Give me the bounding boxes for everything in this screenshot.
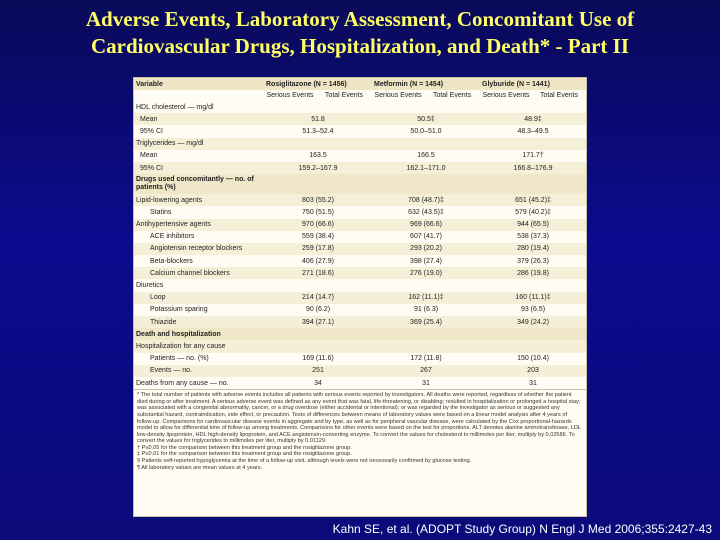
cell-metformin: 50.5‡ bbox=[372, 113, 480, 125]
cell-metformin: 632 (43.5)‡ bbox=[372, 206, 480, 218]
table-row bbox=[134, 219, 586, 231]
cell-metformin: 607 (41.7) bbox=[372, 231, 480, 243]
cell-glyburide: 166.8–176.9 bbox=[480, 162, 586, 174]
table-subheader-row bbox=[134, 90, 586, 101]
row-label: Deaths from any cause — no. bbox=[134, 377, 264, 389]
row-label: HDL cholesterol — mg/dl bbox=[134, 101, 264, 113]
row-label: Death and hospitalization bbox=[134, 328, 264, 340]
table-row bbox=[134, 101, 586, 113]
footnote: ¶ All laboratory values are mean values at 4 years. bbox=[137, 464, 263, 471]
cell-metformin bbox=[372, 328, 480, 340]
cell-rosiglitazone: 970 (66.6) bbox=[264, 219, 372, 231]
slide-title bbox=[0, 6, 720, 60]
table-footnotes bbox=[134, 389, 586, 473]
table-row bbox=[134, 292, 586, 304]
cell-metformin bbox=[372, 279, 480, 291]
cell-rosiglitazone: 394 (27.1) bbox=[264, 316, 372, 328]
cell-rosiglitazone bbox=[264, 101, 372, 113]
cell-metformin bbox=[372, 340, 480, 352]
sub-serious-rosi: Serious Events bbox=[264, 90, 316, 101]
cell-glyburide: 349 (24.2) bbox=[480, 316, 586, 328]
cell-glyburide bbox=[480, 101, 586, 113]
sub-total-met: Total Events bbox=[424, 90, 480, 101]
row-label: Lipid-lowering agents bbox=[134, 194, 264, 206]
cell-metformin: 276 (19.0) bbox=[372, 267, 480, 279]
row-label: 95% CI bbox=[134, 125, 264, 137]
cell-rosiglitazone: 163.5 bbox=[264, 150, 372, 162]
row-label: ACE inhibitors bbox=[134, 231, 264, 243]
row-label: Thiazide bbox=[134, 316, 264, 328]
cell-metformin: 50.0–51.0 bbox=[372, 125, 480, 137]
sub-total-rosi: Total Events bbox=[316, 90, 372, 101]
cell-metformin bbox=[372, 138, 480, 150]
table-row bbox=[134, 243, 586, 255]
cell-metformin: 293 (20.2) bbox=[372, 243, 480, 255]
table-row bbox=[134, 255, 586, 267]
cell-glyburide: 203 bbox=[480, 365, 586, 377]
cell-glyburide: 286 (19.8) bbox=[480, 267, 586, 279]
cell-rosiglitazone: 750 (51.5) bbox=[264, 206, 372, 218]
col-rosiglitazone: Rosiglitazone (N = 1456) bbox=[264, 78, 372, 90]
cell-rosiglitazone bbox=[264, 174, 372, 194]
title-line-2: Cardiovascular Drugs, Hospitalization, and Death* - Part II bbox=[90, 34, 630, 58]
cell-glyburide: 31 bbox=[480, 377, 586, 389]
cell-rosiglitazone bbox=[264, 138, 372, 150]
cell-glyburide: 944 (65.5) bbox=[480, 219, 586, 231]
cell-rosiglitazone: 803 (55.2) bbox=[264, 194, 372, 206]
title-line-1: Adverse Events, Laboratory Assessment, Concomitant Use of bbox=[85, 7, 635, 31]
table-row bbox=[134, 279, 586, 291]
cell-metformin: 166.5 bbox=[372, 150, 480, 162]
sub-serious-gly: Serious Events bbox=[480, 90, 532, 101]
cell-rosiglitazone: 169 (11.6) bbox=[264, 353, 372, 365]
cell-rosiglitazone: 251 bbox=[264, 365, 372, 377]
cell-glyburide bbox=[480, 174, 586, 194]
row-label: 95% CI bbox=[134, 162, 264, 174]
cell-metformin: 31 bbox=[372, 377, 480, 389]
cell-metformin: 969 (66.6) bbox=[372, 219, 480, 231]
table-header-row bbox=[134, 78, 586, 90]
cell-metformin bbox=[372, 101, 480, 113]
row-label: Calcium channel blockers bbox=[134, 267, 264, 279]
cell-rosiglitazone: 159.2–167.9 bbox=[264, 162, 372, 174]
row-label: Triglycerides — mg/dl bbox=[134, 138, 264, 150]
cell-rosiglitazone: 271 (18.6) bbox=[264, 267, 372, 279]
table-row bbox=[134, 206, 586, 218]
cell-metformin bbox=[372, 174, 480, 194]
cell-glyburide bbox=[480, 138, 586, 150]
row-label: Beta-blockers bbox=[134, 255, 264, 267]
cell-metformin: 398 (27.4) bbox=[372, 255, 480, 267]
cell-glyburide: 538 (37.3) bbox=[480, 231, 586, 243]
row-label: Patients — no. (%) bbox=[134, 353, 264, 365]
table-row bbox=[134, 231, 586, 243]
row-label: Mean bbox=[134, 150, 264, 162]
col-glyburide: Glyburide (N = 1441) bbox=[480, 78, 586, 90]
row-label: Diuretics bbox=[134, 279, 264, 291]
row-label: Antihypertensive agents bbox=[134, 219, 264, 231]
footnote: ‡ P≤0.01 for the comparison between this treatment group and the rosiglitazone group. bbox=[137, 451, 352, 458]
row-label: Statins bbox=[134, 206, 264, 218]
cell-metformin: 172 (11.8) bbox=[372, 353, 480, 365]
cell-rosiglitazone bbox=[264, 279, 372, 291]
footnote: * The total number of patients with adverse events includes all patients with serious events reported by investigators. All deaths were reported, regardless of whether the patient died during or after treatment. A serious adverse event was defined as any event that was fatal, life-threatening, or disabling; resulted in hospitalization or prolonged a hospital stay; was associated with a congenital abnormality, cancer, or a drug overdose (either accidental or intentional); or was regarded by the investigator as serious or suggested any substantial hazard, contraindication, side effect, or precaution. Tests of differences between means of laboratory values were based on a linear model analysis after 4 years of follow-up. Comparisons for cardiovascular disease events in aggregate and by type, as well as for peripheral vascular disease, were calculated by the Cox proportional-hazards model to allow for differential time of follow-up among treatments. Comparisons for other events were based on the test for proportions. ALT denotes alanine aminotransferase, LDL low-density lipoprotein, HDL high-density lipoprotein, and ACE angiotensin-converting enzyme. To convert the values for cholesterol to millimoles per liter, multiply by 0.02586. To convert the values for triglycerides to millimoles per liter, multiply by 0.01129. bbox=[137, 392, 581, 445]
table-row bbox=[134, 328, 586, 340]
cell-glyburide: 379 (26.3) bbox=[480, 255, 586, 267]
cell-rosiglitazone: 559 (38.4) bbox=[264, 231, 372, 243]
col-variable: Variable bbox=[134, 78, 264, 90]
row-label: Drugs used concomitantly — no. of patients (%) bbox=[134, 174, 264, 194]
cell-metformin: 369 (25.4) bbox=[372, 316, 480, 328]
row-label: Events — no. bbox=[134, 365, 264, 377]
footnote: † P≤0.05 for the comparison between this treatment group and the rosiglitazone group. bbox=[137, 444, 352, 451]
cell-rosiglitazone bbox=[264, 328, 372, 340]
cell-glyburide bbox=[480, 340, 586, 352]
cell-metformin: 708 (48.7)‡ bbox=[372, 194, 480, 206]
table-row bbox=[134, 174, 586, 194]
cell-glyburide: 579 (40.2)‡ bbox=[480, 206, 586, 218]
table-row bbox=[134, 125, 586, 137]
sub-serious-met: Serious Events bbox=[372, 90, 424, 101]
table-row bbox=[134, 138, 586, 150]
cell-glyburide bbox=[480, 279, 586, 291]
col-metformin: Metformin (N = 1454) bbox=[372, 78, 480, 90]
cell-glyburide: 48.9‡ bbox=[480, 113, 586, 125]
table-row bbox=[134, 113, 586, 125]
table-row bbox=[134, 150, 586, 162]
cell-glyburide: 280 (19.4) bbox=[480, 243, 586, 255]
cell-glyburide: 93 (6.5) bbox=[480, 304, 586, 316]
row-label: Hospitalization for any cause bbox=[134, 340, 264, 352]
cell-glyburide: 651 (45.2)‡ bbox=[480, 194, 586, 206]
cell-rosiglitazone: 259 (17.8) bbox=[264, 243, 372, 255]
row-label: Mean bbox=[134, 113, 264, 125]
cell-metformin: 162.1–171.0 bbox=[372, 162, 480, 174]
cell-rosiglitazone: 214 (14.7) bbox=[264, 292, 372, 304]
cell-glyburide bbox=[480, 328, 586, 340]
cell-metformin: 91 (6.3) bbox=[372, 304, 480, 316]
table-row bbox=[134, 365, 586, 377]
citation: Kahn SE, et al. (ADOPT Study Group) N Engl J Med 2006;355:2427-43 bbox=[332, 522, 712, 536]
cell-glyburide: 48.3–49.5 bbox=[480, 125, 586, 137]
cell-rosiglitazone bbox=[264, 340, 372, 352]
row-label: Angiotensin receptor blockers bbox=[134, 243, 264, 255]
table-row bbox=[134, 162, 586, 174]
cell-glyburide: 171.7† bbox=[480, 150, 586, 162]
row-label: Loop bbox=[134, 292, 264, 304]
table-row bbox=[134, 353, 586, 365]
footnote: § Patients self-reported hypoglycemia at the time of a follow-up visit, although levels were not necessarily confirmed by glucose testing. bbox=[137, 458, 472, 465]
cell-metformin: 267 bbox=[372, 365, 480, 377]
table-row bbox=[134, 304, 586, 316]
cell-glyburide: 160 (11.1)‡ bbox=[480, 292, 586, 304]
row-label: Potassium sparing bbox=[134, 304, 264, 316]
results-table bbox=[134, 78, 586, 389]
table-panel bbox=[133, 77, 587, 517]
sub-total-gly: Total Events bbox=[532, 90, 586, 101]
table-row bbox=[134, 316, 586, 328]
cell-rosiglitazone: 90 (6.2) bbox=[264, 304, 372, 316]
table-row bbox=[134, 340, 586, 352]
cell-rosiglitazone: 51.8 bbox=[264, 113, 372, 125]
cell-rosiglitazone: 406 (27.9) bbox=[264, 255, 372, 267]
cell-metformin: 162 (11.1)‡ bbox=[372, 292, 480, 304]
cell-rosiglitazone: 51.3–52.4 bbox=[264, 125, 372, 137]
table-row bbox=[134, 267, 586, 279]
table-row bbox=[134, 377, 586, 389]
cell-glyburide: 150 (10.4) bbox=[480, 353, 586, 365]
cell-rosiglitazone: 34 bbox=[264, 377, 372, 389]
table-row bbox=[134, 194, 586, 206]
